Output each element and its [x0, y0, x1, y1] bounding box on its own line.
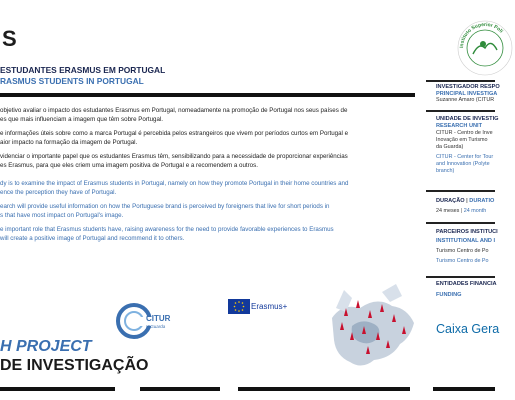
duration-subheading: DURATIO: [469, 198, 495, 204]
research-unit-en-line: and Innovation (Polyte: [436, 161, 490, 168]
description-pt-line: aior impacto na formação da imagem de Portugal.: [0, 138, 138, 146]
funding-heading: ENTIDADES FINANCIA: [436, 281, 497, 287]
research-unit-en-line: CITUR - Center for Tour: [436, 154, 494, 160]
seal-text: Instituto Superior Poli: [458, 21, 504, 49]
description-en-line: will create a positive image of Portugal and recommend it to others.: [0, 234, 185, 242]
description-pt-line: es que mais influenciam a imagem que têm sobre Portugal.: [0, 115, 164, 123]
research-unit-pt-line: da Guarda): [436, 144, 464, 151]
partner-item: Turismo Centro de Po: [436, 258, 489, 264]
duration-separator: |: [466, 198, 468, 204]
footer-bar: [433, 387, 495, 391]
footer-bar: [0, 387, 115, 391]
duration-value-en: 24 month: [463, 208, 487, 214]
duration-value-row: [436, 208, 486, 214]
funding-subheading: FUNDING: [436, 292, 462, 298]
description-en-line: earch will provide useful information on how the Portuguese brand is perceived by foreigners that live for short periods in: [0, 203, 330, 210]
caixa-geral-logo: Caixa Gera: [436, 322, 500, 336]
footer-bar: [238, 387, 410, 391]
page-title-letter: S: [2, 26, 16, 51]
erasmus-logo: [224, 290, 294, 352]
sidebar-divider: [426, 190, 495, 192]
research-unit-subheading: RESEARCH UNIT: [436, 123, 482, 129]
partner-item: Turismo Centro de Po: [436, 248, 489, 254]
research-project-heading-pt: DE INVESTIGAÇÃO: [0, 357, 149, 374]
sidebar-divider: [426, 222, 495, 224]
investigator-name: Suzanne Amaro (CITUR: [436, 97, 495, 103]
duration-heading-row: [436, 198, 494, 204]
description-en-line: e important role that Erasmus students have, raising awareness for the need to provide favorable experiences to Erasmus: [0, 226, 334, 233]
erasmus-logo-name: Erasmus+: [251, 302, 288, 311]
investigator-subheading: PRINCIPAL INVESTIGA: [436, 91, 498, 97]
project-title-en: RASMUS STUDENTS IN PORTUGAL: [0, 76, 144, 86]
eu-flag-icon: [228, 299, 250, 314]
citur-logo-name: CITUR: [146, 314, 171, 323]
europe-map-image: [322, 278, 420, 378]
europe-map-graphic: [322, 278, 420, 378]
sidebar-divider: [426, 80, 495, 82]
citur-logo: [112, 290, 172, 352]
institution-seal: [455, 18, 515, 78]
research-unit-pt-line: Inovação em Turismo: [436, 137, 488, 144]
sidebar-divider: [426, 110, 495, 112]
description-pt-line: objetivo avaliar o impacto dos estudantes Erasmus em Portugal, nomeadamente na promoção de Portugal nos seus países de: [0, 107, 348, 114]
research-unit-heading: UNIDADE DE INVESTIG: [436, 116, 499, 122]
description-en-line: ence the perception they have of Portugal.: [0, 188, 117, 196]
citur-logo-sub: IPGuarda: [146, 324, 166, 329]
description-pt-line: videnciar o importante papel que os estudantes Erasmus têm, sensibilizando para a necessidade de proporcionar experiências: [0, 153, 348, 160]
duration-value-separator: |: [460, 208, 463, 214]
partners-subheading: INSTITUTIONAL AND I: [436, 238, 496, 244]
duration-value: 24 meses: [436, 208, 460, 214]
research-unit-en-line: branch): [436, 168, 455, 175]
title-divider: [0, 93, 415, 97]
description-pt-line: e informações úteis sobre como a marca Portugal é percebida pelos estrangeiros que vivem por períodos curtos em Portugal e: [0, 130, 349, 137]
investigator-heading: INVESTIGADOR RESPO: [436, 84, 500, 90]
sidebar-divider: [426, 276, 495, 278]
duration-heading: DURAÇÃO: [436, 198, 465, 204]
project-title-pt: ESTUDANTES ERASMUS EM PORTUGAL: [0, 65, 166, 75]
description-en-line: dy is to examine the impact of Erasmus students in Portugal, namely on how they promote Portugal in their home countries and: [0, 180, 349, 187]
partners-heading: PARCEIROS INSTITUCI: [436, 229, 498, 235]
footer-bar: [140, 387, 220, 391]
research-project-heading-en: H PROJECT: [0, 338, 92, 355]
polytechnic-seal-icon: [455, 18, 515, 78]
description-en-line: s that have most impact on Portugal's image.: [0, 211, 124, 219]
research-unit-pt-line: CITUR - Centro de Inve: [436, 130, 493, 136]
description-pt-line: es Erasmus, para que eles criem uma imagem positiva de Portugal e a recomendem a outros.: [0, 161, 258, 169]
